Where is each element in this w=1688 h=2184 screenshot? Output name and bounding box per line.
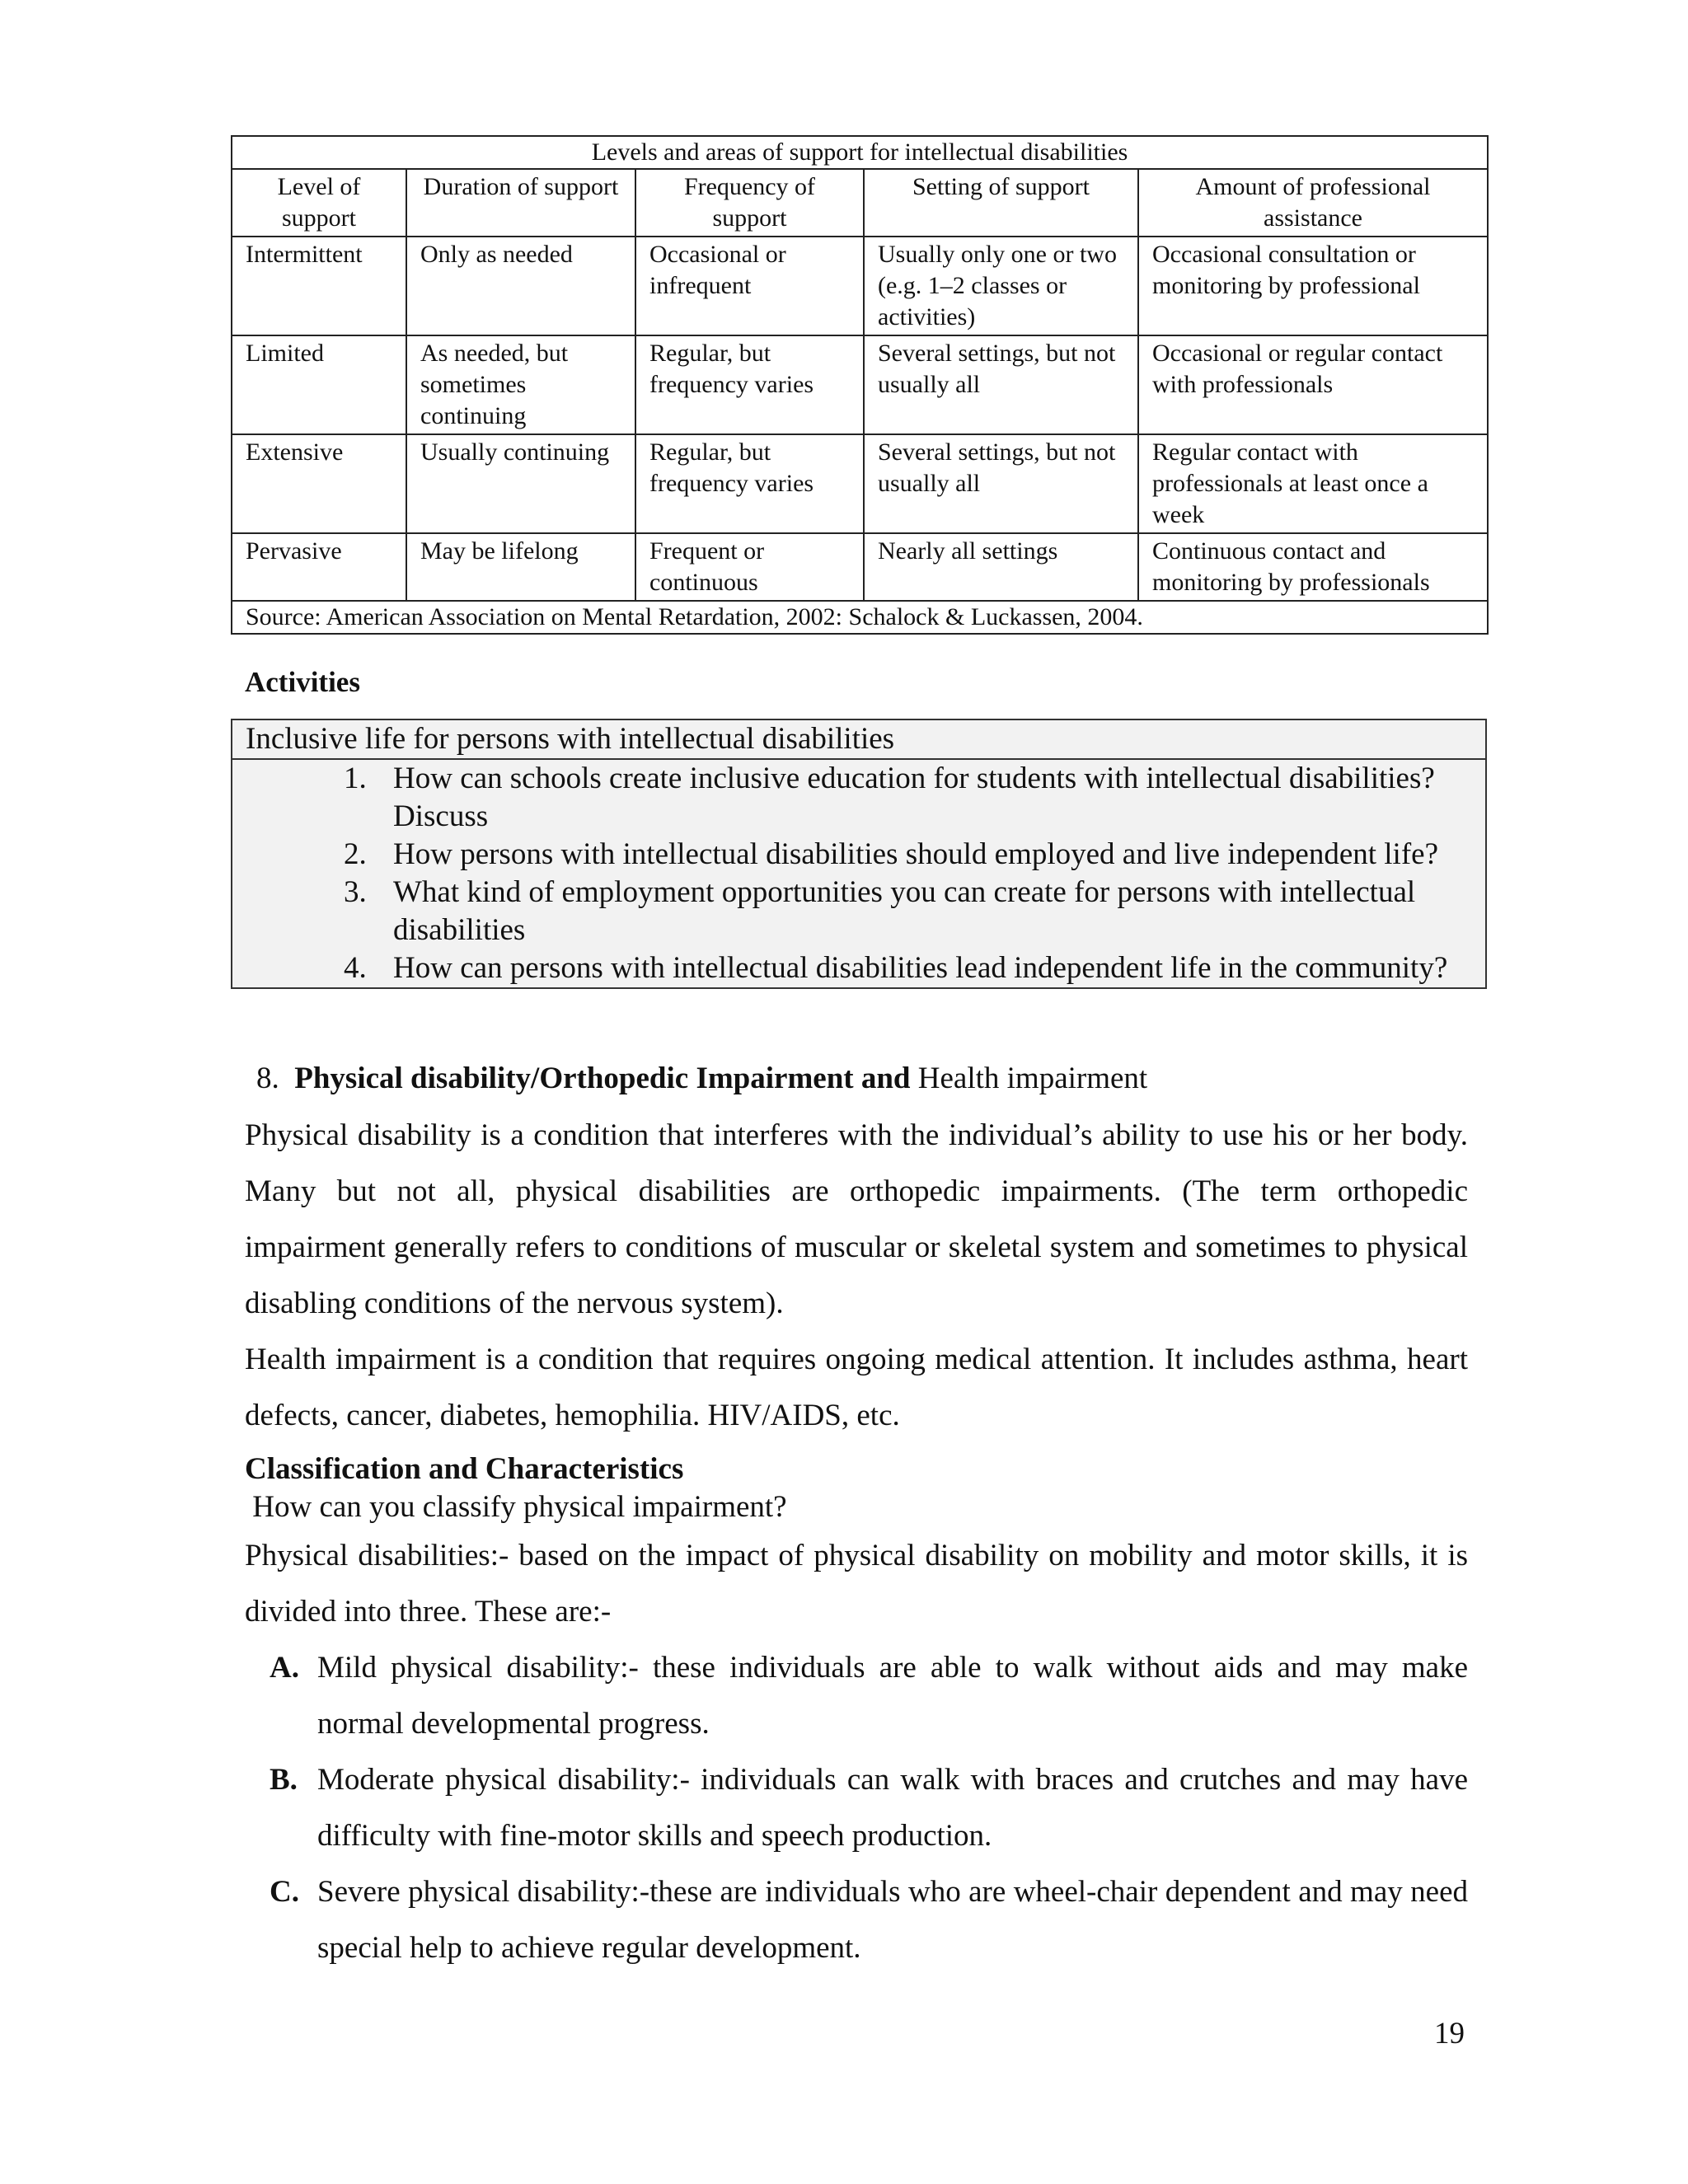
table-cell: Limited	[232, 335, 406, 434]
table-row	[232, 533, 1488, 601]
table-cell: As needed, but sometimes continuing	[406, 335, 635, 434]
activities-list	[232, 760, 1485, 987]
list-item-text: Mild physical disability:- these individuals are able to walk without aids and may make normal developmental progress.	[317, 1651, 1468, 1741]
list-item	[270, 1864, 1468, 1976]
table-cell: Usually only one or two (e.g. 1–2 classes or activities)	[864, 237, 1138, 335]
list-item-text: Moderate physical disability:- individuals can walk with braces and crutches and may have difficulty with fine-motor skills and speech production.	[317, 1763, 1468, 1853]
list-item-number: 3.	[344, 875, 367, 909]
health-impairment-paragraph: Health impairment is a condition that requires ongoing medical attention. It includes asthma, heart defects, cancer, diabetes, hemophilia. HIV/AIDS, etc.	[245, 1343, 1468, 1432]
header-frequency: Frequency of support	[635, 169, 864, 237]
table-cell: Several settings, but not usually all	[864, 434, 1138, 533]
table-cell: Regular contact with professionals at least once a week	[1138, 434, 1488, 533]
header-duration: Duration of support	[406, 169, 635, 237]
table-cell: Nearly all settings	[864, 533, 1138, 601]
list-item-text: Severe physical disability:-these are individuals who are wheel-chair dependent and may need special help to achieve regular development.	[317, 1875, 1468, 1965]
activities-heading: Activities	[245, 666, 360, 698]
header-setting: Setting of support	[864, 169, 1138, 237]
table-row	[232, 237, 1488, 335]
table-row	[232, 335, 1488, 434]
classification-intro: Physical disabilities:- based on the impact of physical disability on mobility and motor skills, it is divided into three. These are:-	[245, 1539, 1468, 1629]
list-item	[270, 1752, 1468, 1864]
list-item-number: 1.	[344, 762, 367, 795]
list-item	[232, 874, 1485, 949]
list-item-text: How can persons with intellectual disabilities lead independent life in the community?	[393, 951, 1448, 985]
header-level: Level of support	[232, 169, 406, 237]
table-caption-row	[232, 136, 1488, 169]
table-cell: Regular, but frequency varies	[635, 335, 864, 434]
list-item-text: What kind of employment opportunities you can create for persons with intellectual disabilities	[393, 875, 1416, 947]
list-item	[232, 836, 1485, 874]
support-levels-table	[231, 135, 1489, 635]
table-cell: May be lifelong	[406, 533, 635, 601]
table-cell: Regular, but frequency varies	[635, 434, 864, 533]
table-cell: Occasional or regular contact with professionals	[1138, 335, 1488, 434]
table-cell: Extensive	[232, 434, 406, 533]
table-cell: Occasional consultation or monitoring by professional	[1138, 237, 1488, 335]
table-cell: Occasional or infrequent	[635, 237, 864, 335]
table-caption: Levels and areas of support for intellectual disabilities	[232, 136, 1488, 169]
list-item-letter: C.	[270, 1875, 299, 1909]
list-item	[232, 949, 1485, 987]
list-item-letter: A.	[270, 1651, 299, 1685]
table-cell: Continuous contact and monitoring by professionals	[1138, 533, 1488, 601]
list-item-number: 4.	[344, 951, 367, 985]
table-source-row	[232, 601, 1488, 634]
table-cell: Several settings, but not usually all	[864, 335, 1138, 434]
section-number: 8.	[256, 1062, 279, 1095]
section-heading	[256, 1060, 1147, 1098]
classification-heading: Classification and Characteristics	[245, 1452, 684, 1486]
classification-question: How can you classify physical impairment?	[245, 1490, 787, 1524]
table-row	[232, 434, 1488, 533]
table-header-row	[232, 169, 1488, 237]
physical-disability-paragraph: Physical disability is a condition that interferes with the individual’s ability to use his or her body. Many but not all, physical disabilities are orthopedic impairments. (The term orthopedic impairment generally refers to conditions of muscular or skeletal system and sometimes to physical disabling conditions of the nervous system).	[245, 1118, 1468, 1320]
list-item-number: 2.	[344, 837, 367, 871]
page-number: 19	[1434, 2017, 1465, 2050]
table-cell: Pervasive	[232, 533, 406, 601]
section-title-rest: Health impairment	[917, 1062, 1148, 1095]
list-item-text: How can schools create inclusive education for students with intellectual disabilities? Discuss	[393, 762, 1435, 833]
table-cell: Usually continuing	[406, 434, 635, 533]
activities-box	[231, 719, 1487, 989]
table-cell: Intermittent	[232, 237, 406, 335]
section-title-bold: Physical disability/Orthopedic Impairment and	[294, 1062, 911, 1095]
list-item-letter: B.	[270, 1763, 298, 1797]
activities-box-title: Inclusive life for persons with intellectual disabilities	[232, 720, 1485, 760]
list-item-text: How persons with intellectual disabilities should employed and live independent life?	[393, 837, 1438, 871]
table-cell: Only as needed	[406, 237, 635, 335]
header-professional-assistance: Amount of professional assistance	[1138, 169, 1488, 237]
list-item	[270, 1640, 1468, 1752]
list-item	[232, 760, 1485, 836]
table-source: Source: American Association on Mental Retardation, 2002: Schalock & Luckassen, 2004.	[232, 601, 1488, 634]
table-cell: Frequent or continuous	[635, 533, 864, 601]
